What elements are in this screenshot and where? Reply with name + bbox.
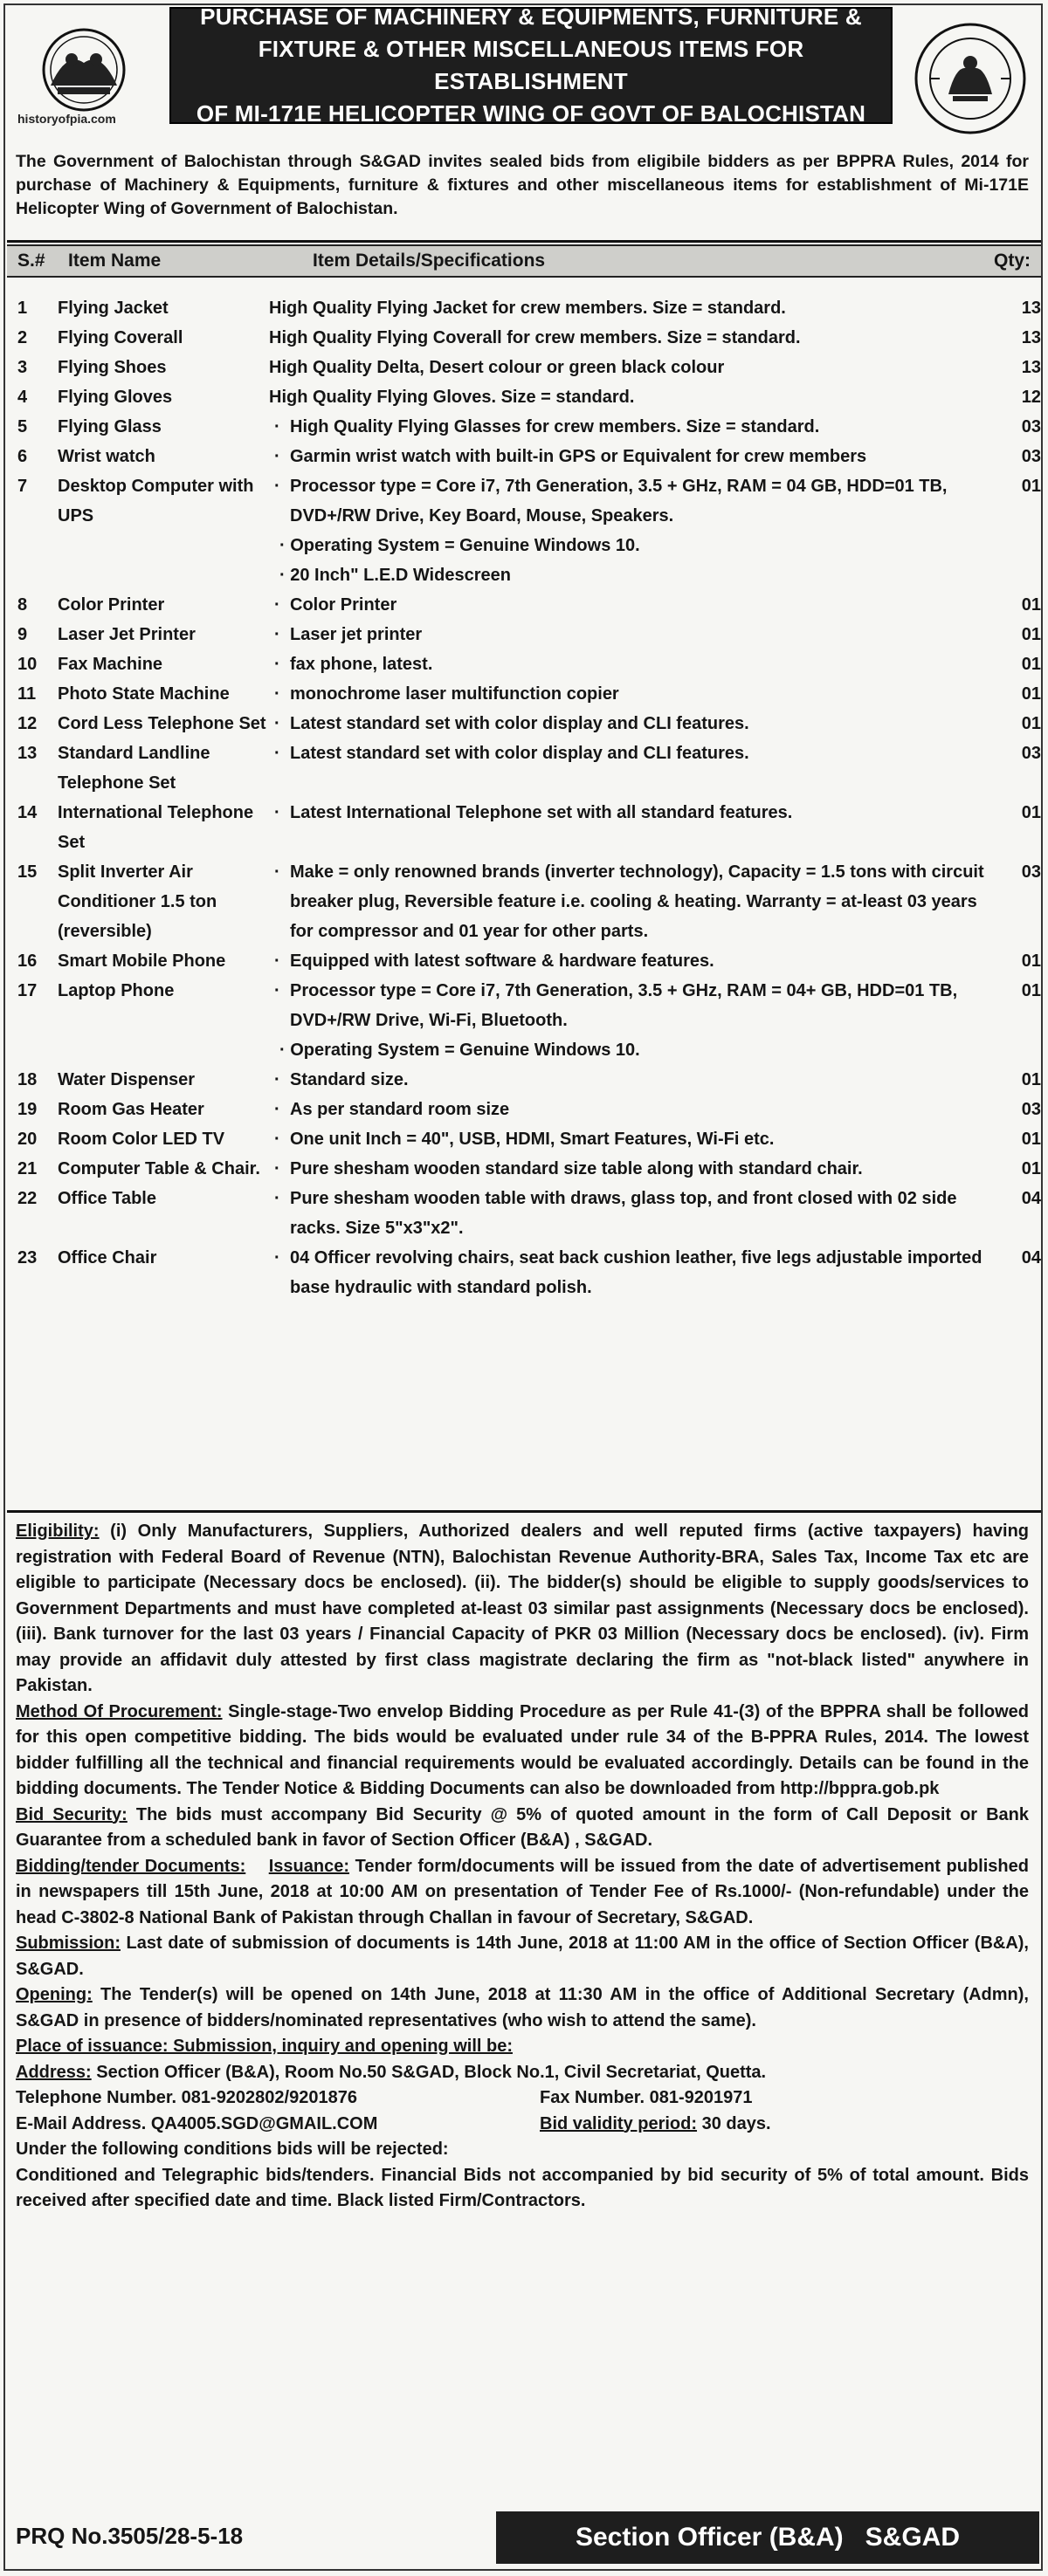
item-qty: 01 [1021,1130,1041,1149]
item-qty: 01 [1021,595,1041,615]
item-detail-line: · As per standard room size [290,1100,510,1119]
table-row [7,382,1041,412]
item-qty: 13 [1021,358,1041,377]
item-detail-line: · fax phone, latest. [290,655,433,674]
item-sno: 15 [17,862,38,882]
item-qty: 03 [1021,744,1041,763]
item-name: Cord Less Telephone Set [58,714,266,733]
item-detail-line: · Make = only renowned brands (inverter technology), Capacity = 1.5 tons with circuit breaker plug, Reversible feature i.e. cooling & heating. Warranty = at-least 03 years for compressor and 01 year for other parts. [290,862,984,941]
item-detail-line: · Laser jet printer [290,625,423,644]
item-qty: 04 [1021,1248,1041,1267]
table-row [7,1184,1041,1243]
item-details [269,857,994,946]
item-details [269,1184,994,1243]
item-sno: 5 [17,417,28,436]
item-detail-line: · Pure shesham wooden standard size table along with standard chair. [290,1159,863,1178]
table-row [7,976,1041,1065]
item-detail-line: · Latest International Telephone set with all standard features. [290,803,793,822]
item-name: Fax Machine [58,655,163,674]
telephone-number: Telephone Number. 081-9202802/9201876 [16,2088,357,2107]
header-sno: S.# [17,251,45,271]
signatory-box [496,2511,1039,2564]
rejection-conditions: Conditioned and Telegraphic bids/tenders. Financial Bids not accompanied by bid security of 5% of total amount. Bids received after specified date and time. Black listed Firm/Contractors. [16,2165,1029,2210]
item-details [269,1124,994,1154]
item-sno: 19 [17,1100,38,1119]
item-sno: 16 [17,951,38,971]
item-sno: 21 [17,1159,38,1178]
item-name: Flying Jacket [58,299,169,318]
terms-section [16,1519,1029,2215]
item-name: Standard Landline Telephone Set [58,744,210,793]
table-row [7,293,1041,323]
table-row [7,649,1041,679]
item-qty: 01 [1021,477,1041,496]
item-details [269,946,994,976]
signatory: Section Officer (B&A) S&GAD [575,2523,961,2552]
item-name: Laser Jet Printer [58,625,196,644]
item-details [269,649,994,679]
item-sno: 7 [17,477,28,496]
item-details [269,738,994,798]
notice-title-box [169,3,893,127]
header-item-name: Item Name [68,251,162,271]
table-row [7,1124,1041,1154]
item-name: Room Color LED TV [58,1130,225,1149]
item-name: International Telephone Set [58,803,254,852]
prq-reference: PRQ No.3505/28-5-18 [16,2523,244,2549]
item-sno: 13 [17,744,38,763]
item-details [269,293,994,323]
item-sno: 18 [17,1070,38,1089]
item-qty: 01 [1021,625,1041,644]
table-row [7,946,1041,976]
table-row [7,442,1041,471]
item-name: Smart Mobile Phone [58,951,226,971]
item-detail-line: · Color Printer [290,595,397,615]
items-table-header [7,244,1041,278]
item-detail-line: High Quality Delta, Desert colour or green black colour [269,358,725,377]
email-address: E-Mail Address. QA4005.SGD@GMAIL.COM [16,2113,378,2133]
item-name: Flying Shoes [58,358,167,377]
watermark-text: historyofpia.com [17,112,116,126]
email-validity-row [16,2112,1029,2138]
balochistan-logo-icon [14,24,154,120]
notice-header [0,0,1048,148]
item-qty: 01 [1021,981,1041,1000]
item-detail-line: High Quality Flying Jacket for crew members. Size = standard. [269,299,786,318]
intro-paragraph: The Government of Balochistan through S&GAD invites sealed bids from eligibile bidders as per BPPRA Rules, 2014 for purchase of Machinery & Equipments, furniture & fixtures and other miscellaneous items for establishment of Mi-171E Helicopter Wing of Government of Balochistan. [16,152,1029,218]
fax-number: Fax Number. 081-9201971 [540,2088,753,2107]
item-sno: 22 [17,1189,38,1208]
item-sno: 4 [17,388,28,407]
item-sno: 6 [17,447,28,466]
bid-validity: Bid validity period: 30 days. [540,2113,771,2133]
item-details [269,709,994,738]
table-row [7,1065,1041,1095]
item-sno: 20 [17,1130,38,1149]
submission-clause: Submission: Last date of submission of documents is 14th June, 2018 at 11:00 AM in the office of Section Officer (B&A), S&GAD. [16,1934,1029,1979]
table-row [7,471,1041,590]
item-details [269,590,994,620]
item-details [269,323,994,353]
item-qty: 01 [1021,1070,1041,1089]
item-qty: 01 [1021,655,1041,674]
item-detail-line: · Pure shesham wooden table with draws, glass top, and front closed with 02 side racks. Size 5"x3"x2". [290,1189,957,1238]
item-detail-line: · monochrome laser multifunction copier [290,684,619,704]
table-row [7,1095,1041,1124]
item-name: Flying Glass [58,417,162,436]
table-row [7,412,1041,442]
item-detail-line: · Operating System = Genuine Windows 10. [290,531,994,560]
table-row [7,679,1041,709]
item-qty: 03 [1021,1100,1041,1119]
item-sno: 12 [17,714,38,733]
address-line: Address: Section Officer (B&A), Room No.50 S&GAD, Block No.1, Civil Secretariat, Quetta. [16,2062,767,2082]
item-detail-line: · Standard size. [290,1070,409,1089]
item-qty: 03 [1021,862,1041,882]
table-row [7,857,1041,946]
rejection-intro: Under the following conditions bids will be rejected: [16,2140,449,2159]
item-sno: 9 [17,625,28,644]
bid-security-clause: Bid Security: The bids must accompany Bid Security @ 5% of quoted amount in the form of Call Deposit or Bank Guarantee from a scheduled bank in favor of Section Officer (B&A) , S&GAD. [16,1804,1029,1850]
item-name: Office Table [58,1189,156,1208]
item-details [269,798,994,857]
item-sno: 1 [17,299,28,318]
item-name: Computer Table & Chair. [58,1159,260,1178]
item-details [269,1243,994,1302]
bidding-documents-clause: Bidding/tender Documents: Issuance: Tender form/documents will be issued from the date of advertisement published in newspapers till 15th June, 2018 at 10:00 AM on presentation of Tender Fee of Rs.1000/- (Non-refundable) under the head C-3802-8 National Bank of Pakistan through Challan in favour of Secretary, S&GAD. [16,1856,1029,1927]
items-table-body [7,293,1041,1302]
item-name: Office Chair [58,1248,157,1267]
item-name: Desktop Computer with UPS [58,477,254,526]
item-detail-line: · Equipped with latest software & hardware features. [290,951,714,971]
item-details [269,382,994,412]
table-row [7,323,1041,353]
item-details [269,1095,994,1124]
item-details [269,679,994,709]
item-sno: 11 [17,684,37,704]
item-qty: 13 [1021,328,1041,347]
item-qty: 03 [1021,417,1041,436]
item-name: Wrist watch [58,447,155,466]
table-row [7,709,1041,738]
table-row [7,1243,1041,1302]
table-row [7,353,1041,382]
item-details [269,620,994,649]
item-name: Flying Coverall [58,328,183,347]
item-details [269,1065,994,1095]
procurement-method-clause: Method Of Procurement: Single-stage-Two envelop Bidding Procedure as per Rule 41-(3) of the BPPRA shall be followed for this open competitive bidding. The bids would be evaluated under rule 34 of the B-PPRA Rules, 2014. The lowest bidder fulfilling all the technical and financial requirements would be evaluated accordingly. Details can be found in the bidding documents. The Tender Notice & Bidding Documents can also be downloaded from http://bppra.gob.pk [16,1701,1030,1798]
item-detail-line: · High Quality Flying Glasses for crew members. Size = standard. [290,417,820,436]
item-sno: 8 [17,595,28,615]
item-details [269,976,994,1065]
item-details [269,471,994,590]
item-qty: 04 [1021,1189,1041,1208]
item-detail-line: · One unit Inch = 40", USB, HDMI, Smart Features, Wi-Fi etc. [290,1130,775,1149]
item-detail-line: · Operating System = Genuine Windows 10. [290,1035,994,1065]
item-name: Water Dispenser [58,1070,196,1089]
item-sno: 17 [17,981,38,1000]
item-name: Color Printer [58,595,165,615]
divider [7,1510,1041,1513]
item-qty: 01 [1021,1159,1041,1178]
item-sno: 3 [17,358,28,377]
item-name: Laptop Phone [58,981,175,1000]
place-of-issuance: Place of issuance: Submission, inquiry and opening will be: [16,2037,513,2056]
item-details [269,442,994,471]
item-qty: 01 [1021,714,1041,733]
item-detail-line: · 04 Officer revolving chairs, seat back cushion leather, five legs adjustable imported base hydraulic with standard polish. [290,1248,982,1297]
item-name: Room Gas Heater [58,1100,204,1119]
government-seal-icon [905,17,1036,140]
item-details [269,412,994,442]
item-sno: 2 [17,328,28,347]
item-detail-line: · Processor type = Core i7, 7th Generation, 3.5 + GHz, RAM = 04 GB, HDD=01 TB, DVD+/RW Drive, Key Board, Mouse, Speakers. [290,477,948,526]
item-qty: 01 [1021,951,1041,971]
notice-title: PURCHASE OF MACHINERY & EQUIPMENTS, FURNITURE & FIXTURE & OTHER MISCELLANEOUS ITEMS FOR ESTABLISHMENT OF MI-171E HELICOPTER WING OF GOVT OF BALOCHISTAN [196,3,866,127]
item-detail-line: High Quality Flying Gloves. Size = standard. [269,388,635,407]
item-detail-line: · Garmin wrist watch with built-in GPS or Equivalent for crew members [290,447,867,466]
item-sno: 14 [17,803,38,822]
phone-fax-row [16,2085,1029,2112]
item-qty: 12 [1021,388,1041,407]
item-sno: 10 [17,655,38,674]
eligibility-clause: Eligibility: (i) Only Manufacturers, Suppliers, Authorized dealers and well reputed firms (active taxpayers) having registration with Federal Board of Revenue (NTN), Balochistan Revenue Authority-BRA, Sales Tax, Income Tax etc are eligible to participate (Necessary docs be enclosed). (ii). The bidder(s) should be eligible to supply goods/services to Government Departments and must have completed at-least 03 similar past assignments (Necessary docs be enclosed). (iii). Bank turnover for the last 03 years / Financial Capacity of PKR 03 Million (Necessary docs be enclosed). (iv). Firm may provide an affidavit duly attested by first class magistrate declaring the firm as "not-black listed" anywhere in Pakistan. [16,1522,1029,1695]
table-row [7,738,1041,798]
header-item-details: Item Details/Specifications [313,251,546,271]
item-detail-line: · Latest standard set with color display and CLI features. [290,744,749,763]
item-name: Flying Gloves [58,388,173,407]
item-details [269,353,994,382]
item-detail-line: · Processor type = Core i7, 7th Generation, 3.5 + GHz, RAM = 04+ GB, HDD=01 TB, DVD+/RW Drive, Wi-Fi, Bluetooth. [290,981,958,1030]
item-name: Photo State Machine [58,684,230,704]
item-sno: 23 [17,1248,38,1267]
item-qty: 13 [1021,299,1041,318]
divider [7,240,1041,243]
table-row [7,1154,1041,1184]
opening-clause: Opening: The Tender(s) will be opened on 14th June, 2018 at 11:30 AM in the office of Additional Secretary (Admn), S&GAD in presence of bidders/nominated representatives (who wish to attend the same). [16,1985,1029,2030]
item-detail-line: · 20 Inch" L.E.D Widescreen [290,560,994,590]
table-row [7,590,1041,620]
item-detail-line: · Latest standard set with color display and CLI features. [290,714,749,733]
item-qty: 01 [1021,684,1041,704]
item-qty: 01 [1021,803,1041,822]
item-name: Split Inverter Air Conditioner 1.5 ton (reversible) [58,862,217,941]
item-qty: 03 [1021,447,1041,466]
table-row [7,798,1041,857]
item-detail-line: High Quality Flying Coverall for crew members. Size = standard. [269,328,801,347]
header-qty: Qty: [994,251,1031,271]
item-details [269,1154,994,1184]
table-row [7,620,1041,649]
